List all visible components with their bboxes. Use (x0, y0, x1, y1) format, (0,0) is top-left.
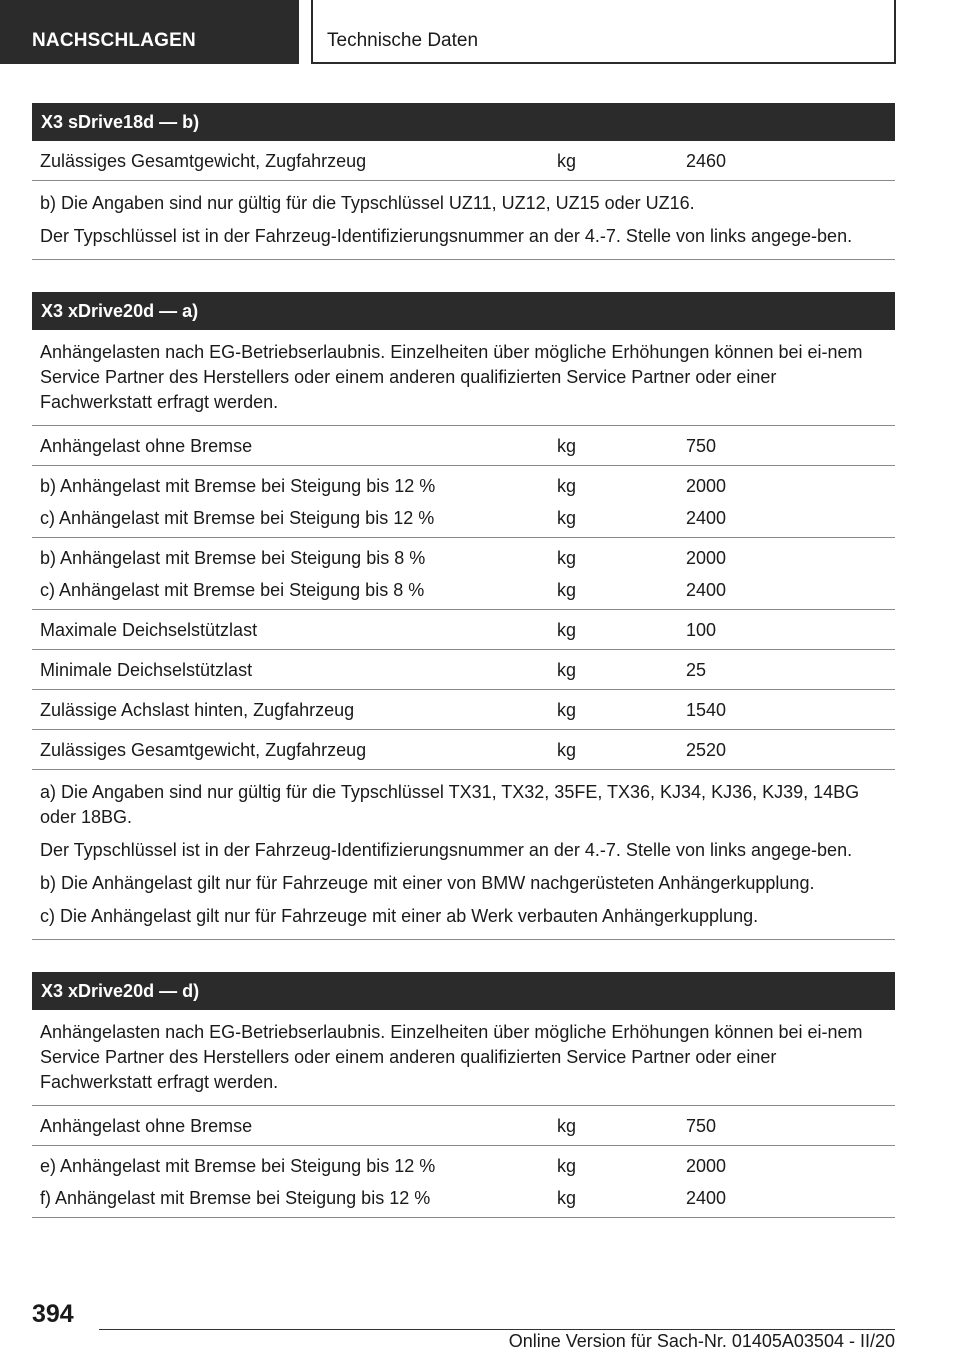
row-value-cell (686, 694, 895, 726)
row-value-cell (686, 430, 895, 462)
row-unit: kg (557, 1156, 577, 1176)
table-intro: Anhängelasten nach EG-Betriebserlaubnis. Einzelheiten über mögliche Erhöhungen können bei ei-nem Service Partner des Herstellers oder einem anderen qualifizierten Service Partner oder einer Fachwerkstatt erfragt werden. (40, 1022, 863, 1092)
row-unit-cell (557, 430, 686, 462)
row-label-cell (32, 654, 557, 686)
table-title: X3 xDrive20d — d) (32, 972, 895, 1010)
row-unit: kg (557, 436, 577, 456)
row-unit: kg (557, 548, 577, 568)
row-value: 2520 (686, 740, 727, 760)
spec-table (32, 972, 895, 1218)
row-unit-cell (557, 1110, 686, 1142)
footnote: Der Typschlüssel ist in der Fahrzeug-Identifizierungsnummer an der 4.-7. Stelle von links angege-ben. (40, 226, 853, 246)
row-label: Zulässige Achslast hinten, Zugfahrzeug (40, 700, 355, 720)
row-label: b) Anhängelast mit Bremse bei Steigung bis 12 % (40, 476, 436, 496)
footnote: Der Typschlüssel ist in der Fahrzeug-Identifizierungsnummer an der 4.-7. Stelle von links angege-ben. (40, 840, 853, 860)
row-value: 2400 (686, 580, 727, 600)
row-label: c) Anhängelast mit Bremse bei Steigung bis 12 % (40, 508, 435, 528)
row-value-cell (686, 470, 895, 534)
row-unit-cell (557, 614, 686, 646)
row-value: 2400 (686, 508, 727, 528)
row-unit: kg (557, 660, 577, 680)
row-value: 2000 (686, 476, 727, 496)
table-row (32, 610, 895, 650)
header-chapter-tab (311, 0, 896, 64)
table-row (32, 538, 895, 610)
row-unit: kg (557, 580, 577, 600)
row-unit-cell (557, 654, 686, 686)
intro-block (32, 330, 895, 426)
row-value-cell (686, 1150, 895, 1214)
table-row (32, 426, 895, 466)
table-row (32, 730, 895, 770)
row-value-cell (686, 614, 895, 646)
row-value: 2000 (686, 548, 727, 568)
footnote: b) Die Anhängelast gilt nur für Fahrzeuge mit einer von BMW nachgerüsteten Anhängerkupplung. (40, 873, 815, 893)
row-label: e) Anhängelast mit Bremse bei Steigung bis 12 % (40, 1156, 436, 1176)
row-unit: kg (557, 740, 577, 760)
row-label-cell (32, 694, 557, 726)
table-row (32, 141, 895, 181)
row-unit-cell (557, 1150, 686, 1214)
row-unit: kg (557, 620, 577, 640)
row-value: 750 (686, 436, 717, 456)
footnote: b) Die Angaben sind nur gültig für die Typschlüssel UZ11, UZ12, UZ15 oder UZ16. (40, 193, 695, 213)
header-section-tab (0, 0, 299, 64)
row-value: 100 (686, 620, 717, 640)
spec-table (32, 103, 895, 260)
row-label: c) Anhängelast mit Bremse bei Steigung bis 8 % (40, 580, 425, 600)
row-unit-cell (557, 145, 686, 177)
row-label: Minimale Deichselstützlast (40, 660, 253, 680)
row-value-cell (686, 145, 895, 177)
row-label-cell (32, 614, 557, 646)
table-row (32, 466, 895, 538)
footer-version-text: Online Version für Sach-Nr. 01405A03504 - II/20 (508, 1331, 895, 1351)
footer-divider (99, 1329, 895, 1330)
row-value: 25 (686, 660, 707, 680)
footnote: a) Die Angaben sind nur gültig für die Typschlüssel TX31, TX32, 35FE, TX36, KJ34, KJ36, KJ39, 14BG oder 18BG. (40, 782, 860, 827)
row-value-cell (686, 542, 895, 606)
row-label: f) Anhängelast mit Bremse bei Steigung bis 12 % (40, 1188, 431, 1208)
row-unit-cell (557, 694, 686, 726)
row-label: b) Anhängelast mit Bremse bei Steigung bis 8 % (40, 548, 426, 568)
footnotes (32, 770, 895, 940)
table-row (32, 690, 895, 730)
row-label: Zulässiges Gesamtgewicht, Zugfahrzeug (40, 740, 367, 760)
row-label-cell (32, 145, 557, 177)
row-value: 1540 (686, 700, 727, 720)
spec-tables (32, 103, 895, 1250)
row-value: 2460 (686, 151, 727, 171)
chapter-title: Technische Daten (327, 30, 479, 51)
table-row (32, 650, 895, 690)
row-label: Anhängelast ohne Bremse (40, 1116, 253, 1136)
spec-table (32, 292, 895, 940)
row-unit-cell (557, 470, 686, 534)
row-unit-cell (557, 734, 686, 766)
row-value: 750 (686, 1116, 717, 1136)
row-unit: kg (557, 700, 577, 720)
row-label-cell (32, 1110, 557, 1142)
row-label: Anhängelast ohne Bremse (40, 436, 253, 456)
row-label-cell (32, 470, 557, 534)
footnote: c) Die Anhängelast gilt nur für Fahrzeuge mit einer ab Werk verbauten Anhängerkupplung. (40, 906, 759, 926)
row-unit: kg (557, 1116, 577, 1136)
row-unit: kg (557, 1188, 577, 1208)
row-value-cell (686, 1110, 895, 1142)
row-unit: kg (557, 151, 577, 171)
row-unit: kg (557, 476, 577, 496)
row-label-cell (32, 734, 557, 766)
row-value: 2000 (686, 1156, 727, 1176)
row-label-cell (32, 430, 557, 462)
intro-block (32, 1010, 895, 1106)
table-intro: Anhängelasten nach EG-Betriebserlaubnis. Einzelheiten über mögliche Erhöhungen können bei ei-nem Service Partner des Herstellers oder einem anderen qualifizierten Service Partner oder einer Fachwerkstatt erfragt werden. (40, 342, 863, 412)
table-title: X3 sDrive18d — b) (32, 103, 895, 141)
page-number: 394 (32, 1300, 74, 1328)
table-row (32, 1106, 895, 1146)
section-title: NACHSCHLAGEN (32, 30, 196, 51)
row-unit-cell (557, 542, 686, 606)
table-row (32, 1146, 895, 1218)
table-title: X3 xDrive20d — a) (32, 292, 895, 330)
row-value: 2400 (686, 1188, 727, 1208)
row-unit: kg (557, 508, 577, 528)
row-label: Maximale Deichselstützlast (40, 620, 258, 640)
row-label-cell (32, 542, 557, 606)
row-label: Zulässiges Gesamtgewicht, Zugfahrzeug (40, 151, 367, 171)
row-value-cell (686, 654, 895, 686)
footnotes (32, 181, 895, 260)
row-label-cell (32, 1150, 557, 1214)
row-value-cell (686, 734, 895, 766)
